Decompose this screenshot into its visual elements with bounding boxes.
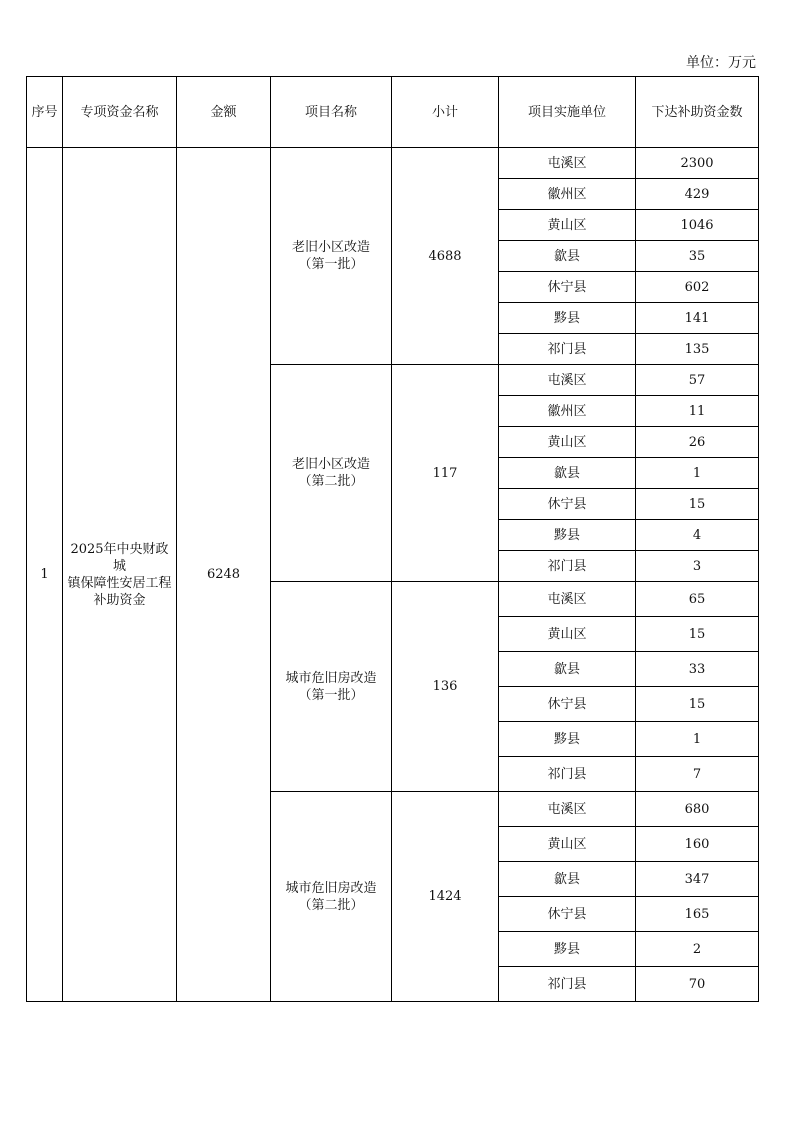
implementing-unit: 歙县 <box>499 458 636 489</box>
header-subtotal: 小计 <box>392 77 499 148</box>
allocated-amount: 70 <box>636 967 759 1002</box>
implementing-unit: 休宁县 <box>499 687 636 722</box>
project-name <box>271 792 392 1002</box>
implementing-unit: 黟县 <box>499 932 636 967</box>
implementing-unit: 屯溪区 <box>499 582 636 617</box>
project-name-line: 老旧小区改造 <box>291 240 370 255</box>
project-subtotal: 117 <box>392 365 499 582</box>
table-body <box>27 148 759 1002</box>
implementing-unit: 黄山区 <box>499 617 636 652</box>
unit-label: 单位：万元 <box>686 55 756 71</box>
implementing-unit: 屯溪区 <box>499 792 636 827</box>
implementing-unit: 黟县 <box>499 303 636 334</box>
allocated-amount: 11 <box>636 396 759 427</box>
implementing-unit: 歙县 <box>499 241 636 272</box>
allocated-amount: 15 <box>636 489 759 520</box>
allocated-amount: 1 <box>636 722 759 757</box>
project-name <box>271 148 392 365</box>
implementing-unit: 休宁县 <box>499 489 636 520</box>
header-index: 序号 <box>27 77 63 148</box>
allocated-amount: 1 <box>636 458 759 489</box>
table-row <box>27 148 759 179</box>
allocated-amount: 135 <box>636 334 759 365</box>
allocated-amount: 57 <box>636 365 759 396</box>
implementing-unit: 休宁县 <box>499 897 636 932</box>
project-subtotal: 4688 <box>392 148 499 365</box>
allocated-amount: 1046 <box>636 210 759 241</box>
header-fund-name: 专项资金名称 <box>63 77 177 148</box>
project-subtotal: 1424 <box>392 792 499 1002</box>
project-subtotal: 136 <box>392 582 499 792</box>
implementing-unit: 祁门县 <box>499 757 636 792</box>
implementing-unit: 屯溪区 <box>499 365 636 396</box>
implementing-unit: 黟县 <box>499 722 636 757</box>
fund-name <box>63 148 177 1002</box>
implementing-unit: 歙县 <box>499 862 636 897</box>
project-name-line: （第二批） <box>298 897 364 913</box>
header-implementing-unit: 项目实施单位 <box>499 77 636 148</box>
header-amount: 金额 <box>177 77 271 148</box>
project-name-line: 城市危旧房改造 <box>285 670 377 686</box>
allocated-amount: 15 <box>636 687 759 722</box>
allocated-amount: 7 <box>636 757 759 792</box>
implementing-unit: 祁门县 <box>499 334 636 365</box>
implementing-unit: 黄山区 <box>499 210 636 241</box>
implementing-unit: 祁门县 <box>499 967 636 1002</box>
allocated-amount: 3 <box>636 551 759 582</box>
allocated-amount: 35 <box>636 241 759 272</box>
allocated-amount: 33 <box>636 652 759 687</box>
allocated-amount: 26 <box>636 427 759 458</box>
fund-name-line: 补助资金 <box>93 592 146 608</box>
fund-name-line: 镇保障性安居工程 <box>67 575 172 591</box>
implementing-unit: 黟县 <box>499 520 636 551</box>
project-name <box>271 582 392 792</box>
allocated-amount: 429 <box>636 179 759 210</box>
allocated-amount: 141 <box>636 303 759 334</box>
fund-amount: 6248 <box>177 148 271 1002</box>
allocated-amount: 680 <box>636 792 759 827</box>
header-row <box>27 77 759 148</box>
implementing-unit: 徽州区 <box>499 396 636 427</box>
fund-index: 1 <box>27 148 63 1002</box>
implementing-unit: 黄山区 <box>499 427 636 458</box>
fund-name-line: 2025年中央财政城 <box>70 541 169 574</box>
allocated-amount: 2300 <box>636 148 759 179</box>
allocated-amount: 347 <box>636 862 759 897</box>
allocated-amount: 165 <box>636 897 759 932</box>
implementing-unit: 祁门县 <box>499 551 636 582</box>
allocated-amount: 160 <box>636 827 759 862</box>
implementing-unit: 休宁县 <box>499 272 636 303</box>
implementing-unit: 徽州区 <box>499 179 636 210</box>
allocated-amount: 15 <box>636 617 759 652</box>
header-project-name: 项目名称 <box>271 77 392 148</box>
allocated-amount: 65 <box>636 582 759 617</box>
project-name-line: （第一批） <box>298 257 364 272</box>
project-name-line: （第二批） <box>298 474 364 489</box>
project-name-line: （第一批） <box>298 687 364 703</box>
allocation-table <box>26 76 759 1002</box>
allocated-amount: 602 <box>636 272 759 303</box>
implementing-unit: 黄山区 <box>499 827 636 862</box>
implementing-unit: 歙县 <box>499 652 636 687</box>
project-name-line: 城市危旧房改造 <box>285 880 377 896</box>
project-name <box>271 365 392 582</box>
allocated-amount: 2 <box>636 932 759 967</box>
allocated-amount: 4 <box>636 520 759 551</box>
project-name-line: 老旧小区改造 <box>291 457 370 472</box>
implementing-unit: 屯溪区 <box>499 148 636 179</box>
header-allocated-amount: 下达补助资金数 <box>636 77 759 148</box>
